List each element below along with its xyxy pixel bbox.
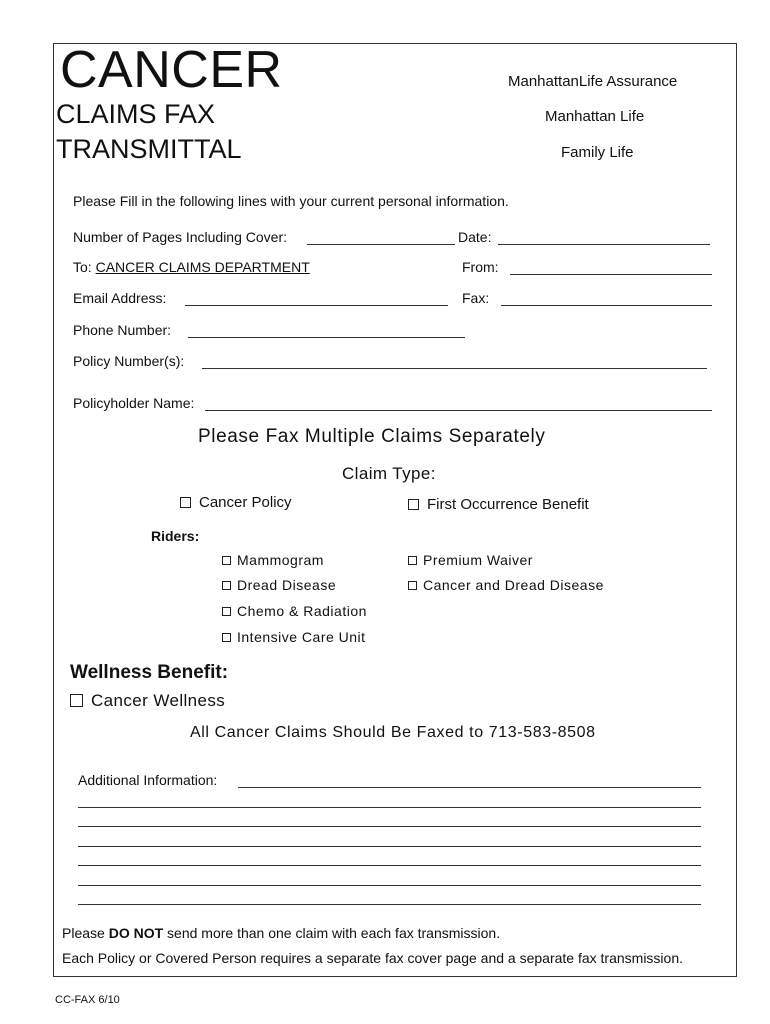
from-label: From: [462,259,499,275]
date-label: Date: [458,229,492,245]
company-name-3: Family Life [561,144,634,161]
additional-info-line[interactable] [78,885,701,886]
first-occurrence-label: First Occurrence Benefit [427,496,589,513]
form-code: CC-FAX 6/10 [55,994,120,1006]
premium-waiver-label: Premium Waiver [423,552,533,568]
instructions-text: Please Fill in the following lines with your current personal information. [73,193,509,209]
rider-chemo-radiation[interactable] [222,603,367,619]
intensive-care-label: Intensive Care Unit [237,629,366,645]
rider-mammogram[interactable] [222,552,324,568]
to-line [73,259,310,275]
fax-number-notice: All Cancer Claims Should Be Faxed to 713-583-8508 [190,724,596,741]
rider-intensive-care[interactable] [222,629,366,645]
policy-number-field[interactable] [202,354,707,369]
cancer-policy-option[interactable] [180,494,292,511]
dread-disease-checkbox[interactable] [222,581,231,590]
rider-cancer-dread-disease[interactable] [408,577,604,593]
footer-note-1-prefix: Please [62,925,109,941]
cancer-wellness-checkbox[interactable] [70,694,83,707]
pages-label: Number of Pages Including Cover: [73,229,287,245]
riders-label: Riders: [151,528,200,544]
to-label: To: [73,259,92,275]
cancer-wellness-label: Cancer Wellness [91,691,226,710]
additional-info-line[interactable] [78,904,701,905]
pages-field[interactable] [307,230,455,245]
title-line-3: TRANSMITTAL [56,134,242,164]
policyholder-label: Policyholder Name: [73,395,195,411]
cancer-wellness-option[interactable] [70,691,225,711]
email-field[interactable] [185,291,448,306]
additional-info-line[interactable] [78,807,701,808]
footer-note-2: Each Policy or Covered Person requires a separate fax cover page and a separate fax transmission. [62,950,683,966]
cancer-dread-disease-checkbox[interactable] [408,581,417,590]
additional-info-label: Additional Information: [78,772,218,788]
phone-field[interactable] [188,323,465,338]
phone-label: Phone Number: [73,322,172,338]
form-border [53,43,737,977]
cancer-policy-label: Cancer Policy [199,494,292,511]
rider-dread-disease[interactable] [222,577,336,593]
wellness-benefit-heading: Wellness Benefit: [70,662,229,683]
title-line-1: CANCER [60,41,283,99]
additional-info-line[interactable] [78,846,701,847]
rider-premium-waiver[interactable] [408,552,533,568]
to-value: CANCER CLAIMS DEPARTMENT [95,259,310,275]
mammogram-label: Mammogram [237,552,324,568]
additional-info-field[interactable] [238,773,701,788]
policyholder-field[interactable] [205,396,712,411]
footer-note-1-suffix: send more than one claim with each fax transmission. [163,925,501,941]
chemo-radiation-checkbox[interactable] [222,607,231,616]
first-occurrence-option[interactable] [408,496,589,513]
premium-waiver-checkbox[interactable] [408,556,417,565]
multiple-claims-notice: Please Fax Multiple Claims Separately [198,426,546,447]
dread-disease-label: Dread Disease [237,577,337,593]
additional-info-line[interactable] [78,826,701,827]
fax-field[interactable] [501,291,712,306]
from-field[interactable] [510,260,712,275]
title-line-2: CLAIMS FAX [56,99,216,129]
footer-note-1 [62,925,500,941]
company-name-2: Manhattan Life [545,108,645,125]
mammogram-checkbox[interactable] [222,556,231,565]
company-name-1: ManhattanLife Assurance [508,73,678,90]
cancer-policy-checkbox[interactable] [180,497,191,508]
additional-info-line[interactable] [78,865,701,866]
email-label: Email Address: [73,290,167,306]
first-occurrence-checkbox[interactable] [408,499,419,510]
policy-number-label: Policy Number(s): [73,353,185,369]
claim-type-label: Claim Type: [342,464,436,483]
intensive-care-checkbox[interactable] [222,633,231,642]
date-field[interactable] [498,230,710,245]
cancer-dread-disease-label: Cancer and Dread Disease [423,577,604,593]
fax-label: Fax: [462,290,490,306]
footer-note-1-emphasis: DO NOT [108,925,164,941]
chemo-radiation-label: Chemo & Radiation [237,603,367,619]
